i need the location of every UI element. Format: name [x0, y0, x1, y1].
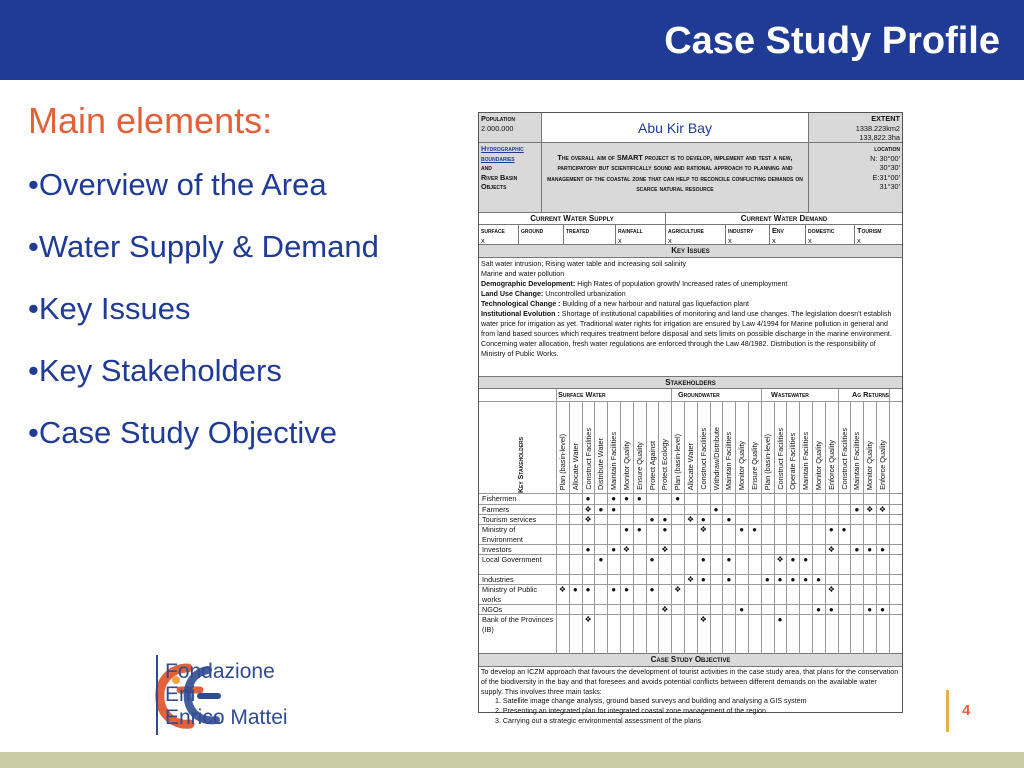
demand-col — [770, 225, 806, 244]
filled-dot-icon: ● — [624, 585, 629, 594]
issue-text: Shortage of institutional capabilities of monitoring and land use changes. The legislation doesn't establish water price for irrigation as yet. Traditional water rights for irrigation are ensured by Law 4/1994 for Marine pollution in general and from land based sources which requires treatment before disposal and sets limits on possible discharge in the marine environment. Concerning water allocation, fresh water regulations are enforced through the Law 48/1982. Distribution is the responsibility of Ministry of Public Works. — [481, 310, 892, 358]
filled-dot-icon: ● — [636, 525, 642, 534]
location-value: 30°30' — [879, 163, 900, 173]
stakeholder-column-header: Monitor Quality — [865, 440, 875, 490]
filled-dot-icon: ● — [867, 545, 873, 554]
filled-dot-icon: ● — [611, 494, 617, 503]
boundaries-text: and — [481, 163, 492, 173]
filled-dot-icon: ● — [636, 494, 642, 503]
stakeholder-column-header: Protect Ecology — [660, 438, 670, 490]
filled-dot-icon: ● — [816, 605, 821, 614]
filled-dot-icon: ● — [611, 505, 617, 514]
supply-col — [616, 225, 666, 244]
stakeholder-column-header: Operate Facilities — [788, 433, 798, 490]
supply-col — [479, 225, 519, 244]
filled-dot-icon: ● — [739, 525, 745, 534]
stakeholder-column-header: Construct Facilities — [698, 428, 708, 490]
stakeholder-column-header: Monitor Quality — [737, 440, 747, 490]
location-cell — [809, 143, 902, 212]
stakeholder-column-header: Monitor Quality — [622, 440, 631, 490]
stakeholder-column-header: Distribute Water — [596, 437, 606, 490]
issue-label: Technological Change : — [481, 300, 561, 308]
extent-value: 133,822.3ha — [859, 133, 900, 142]
bullet-item: •Key Issues — [28, 291, 191, 326]
profile-row-header — [479, 113, 902, 143]
demand-col-name: Env — [772, 226, 784, 235]
filled-dot-icon: ● — [649, 585, 655, 594]
stakeholder-column-header: Monitor Quality — [814, 440, 823, 490]
objective-text-block — [479, 667, 902, 725]
issue-line: Salt water intrusion; Rising water table and increasing soil salinity — [481, 260, 687, 268]
group-surface-water: Surface Water — [558, 390, 606, 399]
stakeholder-name: Tourism services — [482, 515, 537, 524]
objective-task: 3. Carrying out a strategic environmental assessment of the plans — [495, 716, 702, 725]
stakeholder-name: Industries — [482, 575, 514, 584]
group-ag-returns: Ag Returns — [852, 390, 890, 399]
matrix-line — [710, 401, 711, 654]
filled-dot-icon: ● — [867, 605, 873, 614]
bullet-list — [28, 160, 379, 470]
demand-col-mark: x — [857, 235, 861, 244]
diamond-cross-icon: ❖ — [776, 555, 784, 564]
demand-col — [666, 225, 726, 244]
logo-line-3: Enrico Mattei — [165, 706, 288, 729]
filled-dot-icon: ● — [662, 515, 668, 524]
stakeholder-column-header: Plan (basin-level) — [558, 433, 567, 490]
water-columns-row — [479, 225, 902, 245]
filled-dot-icon: ● — [598, 555, 604, 564]
stakeholder-column-header: Plan (basin-level) — [673, 433, 683, 490]
bullet-item: •Overview of the Area — [28, 167, 327, 202]
stakeholder-column-header: Maintain Facilities — [852, 432, 862, 490]
filled-dot-icon: ● — [880, 545, 885, 554]
stakeholder-column-header: Construct Facilities — [775, 428, 785, 490]
objective-text: To develop an ICZM approach that favours the development of tourist activities in the case study area, that plans for the conservation of the biodiversity in the bay and that foresees and avoids potential conflicts between different demands on the available water supply. This involves three main tasks: — [481, 668, 899, 696]
stakeholder-column-header: Allocate Water — [570, 442, 580, 490]
stakeholder-name: Investors — [482, 545, 512, 554]
filled-dot-icon: ● — [700, 555, 706, 564]
filled-dot-icon: ● — [649, 555, 655, 564]
demand-col-name: domestic — [808, 226, 835, 235]
demand-col — [806, 225, 855, 244]
stakeholder-name: Farmers — [482, 505, 510, 514]
filled-dot-icon: ● — [790, 575, 796, 584]
population-label: Population — [481, 114, 515, 123]
footer-band — [0, 752, 1024, 768]
bullet-item: •Key Stakeholders — [28, 353, 282, 388]
site-name: Abu Kir Bay — [638, 120, 712, 136]
page-number: 4 — [962, 702, 971, 719]
matrix-line — [812, 401, 813, 654]
filled-dot-icon: ● — [777, 615, 783, 624]
logo-line-1: Fondazione — [165, 660, 275, 683]
diamond-cross-icon: ❖ — [699, 525, 707, 534]
filled-dot-icon: ● — [726, 575, 732, 584]
issue-text: Building of a new harbour and natural gas liquefaction plant — [560, 300, 749, 308]
stakeholder-column-header: Ensure Quality — [750, 442, 759, 490]
extent-cell — [809, 113, 902, 142]
filled-dot-icon: ● — [854, 505, 860, 514]
stakeholder-column-header: Construct Facilities — [583, 428, 593, 490]
bullet-item: •Case Study Objective — [28, 415, 337, 450]
stakeholder-matrix — [479, 389, 902, 654]
location-label: location — [874, 144, 900, 153]
filled-dot-icon: ● — [880, 605, 885, 614]
stakeholder-name: Ministry of Environment — [482, 525, 523, 544]
main-elements-heading: Main elements: — [28, 100, 273, 141]
logo-line-2: Eni — [165, 683, 196, 706]
stakeholder-name: NGOs — [482, 605, 503, 614]
location-value: E:31°00' — [872, 172, 900, 182]
stakeholder-name: Local Government — [482, 555, 542, 564]
issue-land-use — [481, 289, 900, 299]
diamond-cross-icon: ❖ — [686, 515, 695, 524]
slide-title: Case Study Profile — [664, 20, 1000, 62]
filled-dot-icon: ● — [662, 525, 668, 534]
bullet-item: •Water Supply & Demand — [28, 229, 379, 264]
location-value: 31°30' — [879, 182, 900, 192]
boundaries-text: River Basin — [481, 172, 518, 182]
diamond-cross-icon: ❖ — [584, 505, 592, 514]
issue-text: High Rates of population growth/ Increased rates of unemployment — [575, 280, 788, 288]
filled-dot-icon: ● — [624, 525, 629, 534]
aim-text: The overall aim of SMART project is to develop, implement and test a new, participatory but scientifically sound and rational approach to planning and management of the coastal zone that can help to reconcile conflicting demands on scarce natural resource — [542, 143, 809, 212]
objective-task: 2. Presenting an integrated plan for integrated coastal zone management of the region — [495, 707, 766, 716]
boundaries-link[interactable]: boundaries — [481, 153, 515, 163]
issue-line: Marine and water pollution — [481, 270, 565, 278]
key-issues-text — [479, 258, 902, 377]
filled-dot-icon: ● — [572, 585, 578, 594]
matrix-line — [646, 401, 647, 654]
filled-dot-icon: ● — [764, 575, 770, 584]
stakeholder-column-header: Withdraw/Distribute — [711, 426, 721, 490]
issue-technological — [481, 299, 900, 309]
location-value: N: 30°00' — [870, 153, 900, 163]
filled-dot-icon: ● — [598, 505, 604, 514]
filled-dot-icon: ● — [611, 545, 617, 554]
key-stakeholders-label: Key Stakeholders — [518, 436, 525, 493]
supply-col — [564, 225, 616, 244]
filled-dot-icon: ● — [803, 555, 809, 564]
stakeholder-column-header: Construct Facilities — [839, 428, 849, 490]
key-issues-title: Key Issues — [479, 245, 902, 258]
diamond-cross-icon: ❖ — [661, 545, 669, 554]
demand-col-name: agriculture — [668, 226, 705, 235]
filled-dot-icon: ● — [777, 575, 783, 584]
population-value: 2.000.000 — [481, 123, 514, 133]
stakeholder-column-header: Plan (basin-level) — [762, 433, 772, 490]
matrix-line — [876, 401, 877, 654]
filled-dot-icon: ● — [752, 525, 757, 534]
diamond-cross-icon: ❖ — [699, 615, 707, 624]
demand-col — [726, 225, 770, 244]
issue-institutional — [481, 309, 900, 359]
filled-dot-icon: ● — [585, 585, 591, 594]
filled-dot-icon: ● — [649, 515, 655, 524]
diamond-cross-icon: ❖ — [584, 515, 592, 524]
supply-col-name: treated — [566, 226, 590, 235]
filled-dot-icon: ● — [585, 545, 591, 554]
stakeholder-column-header: Maintain Facilities — [724, 432, 734, 490]
diamond-cross-icon: ❖ — [661, 605, 669, 614]
stakeholder-column-header: Protect Against — [647, 440, 657, 490]
demand-col-mark: x — [772, 235, 776, 244]
supply-col-mark: x — [481, 235, 485, 244]
filled-dot-icon: ● — [700, 515, 706, 524]
stakeholder-column-header: Ensure Quality — [634, 442, 644, 490]
stakeholder-name: Fishermen — [482, 494, 517, 503]
filled-dot-icon: ● — [841, 525, 847, 534]
filled-dot-icon: ● — [803, 575, 809, 584]
stakeholder-column-header: Allocate Water — [686, 442, 695, 490]
diamond-cross-icon: ❖ — [866, 505, 874, 514]
issue-text: Uncontrolled urbanization — [543, 290, 626, 298]
filled-dot-icon: ● — [726, 515, 732, 524]
demand-col-mark: x — [728, 235, 732, 244]
filled-dot-icon: ● — [739, 605, 745, 614]
stakeholder-column-header: Enforce Quality — [826, 440, 836, 490]
diamond-cross-icon: ❖ — [827, 545, 835, 554]
profile-row-aim — [479, 143, 902, 213]
filled-dot-icon: ● — [675, 494, 681, 503]
site-name-cell — [542, 113, 809, 142]
filled-dot-icon: ● — [854, 545, 860, 554]
objective-task: 1. Satellite image change analysis, ground based surveys and building and analysing a GIS system — [495, 697, 807, 706]
demand-col-name: Tourism — [857, 226, 882, 235]
supply-col-mark: x — [618, 235, 622, 244]
group-groundwater: Groundwater — [678, 390, 720, 399]
stakeholder-column-header: Maintain Facilities — [609, 432, 619, 490]
filled-dot-icon: ● — [828, 525, 834, 534]
boundaries-cell — [479, 143, 542, 212]
issue-demographic — [481, 279, 900, 289]
filled-dot-icon: ● — [624, 494, 629, 503]
title-bar — [0, 0, 1024, 80]
supply-col-name: ground — [521, 226, 544, 235]
boundaries-text: Objects — [481, 182, 507, 192]
stakeholder-name: Bank of the Provinces (IB) — [482, 615, 553, 634]
case-study-profile-table — [478, 112, 903, 725]
filled-dot-icon: ● — [828, 605, 834, 614]
extent-value: 1338.223km2 — [855, 123, 900, 133]
page-number-divider — [946, 690, 949, 732]
water-titles-row — [479, 213, 902, 225]
filled-dot-icon: ● — [816, 575, 821, 584]
group-wastewater: Wastewater — [771, 390, 809, 399]
demand-title: Current Water Demand — [740, 214, 828, 223]
logo-text — [165, 660, 288, 729]
diamond-cross-icon: ❖ — [686, 575, 695, 584]
filled-dot-icon: ● — [700, 575, 706, 584]
objective-title: Case Study Objective — [479, 654, 902, 667]
filled-dot-icon: ● — [713, 505, 719, 514]
demand-col-mark: x — [808, 235, 812, 244]
stakeholder-name: Ministry of Public works — [482, 585, 538, 604]
diamond-cross-icon: ❖ — [622, 545, 631, 554]
filled-dot-icon: ● — [585, 494, 591, 503]
diamond-cross-icon: ❖ — [674, 585, 682, 594]
diamond-cross-icon: ❖ — [878, 505, 887, 514]
extent-label: EXTENT — [871, 114, 900, 123]
filled-dot-icon: ● — [726, 555, 732, 564]
supply-col — [519, 225, 564, 244]
diamond-cross-icon: ❖ — [558, 585, 567, 594]
matrix-line — [569, 401, 570, 654]
boundaries-link[interactable]: Hydrographic — [481, 144, 524, 153]
matrix-line — [684, 401, 685, 654]
demand-col-name: industry — [728, 226, 754, 235]
matrix-line — [863, 401, 864, 654]
issue-label: Institutional Evolution : — [481, 310, 560, 318]
population-cell — [479, 113, 542, 142]
logo-divider — [156, 655, 158, 735]
diamond-cross-icon: ❖ — [827, 585, 835, 594]
demand-col — [855, 225, 902, 244]
supply-title: Current Water Supply — [479, 213, 666, 224]
stakeholders-title: Stakeholders — [479, 377, 902, 389]
supply-col-name: rainfall — [618, 226, 643, 235]
demand-col-mark: x — [668, 235, 672, 244]
issue-label: Land Use Change: — [481, 290, 544, 298]
stakeholder-column-header: Enforce Quality — [878, 440, 887, 490]
stakeholder-column-header: Maintain Facilities — [801, 432, 811, 490]
issue-label: Demographic Development: — [481, 280, 576, 288]
diamond-cross-icon: ❖ — [584, 615, 592, 624]
filled-dot-icon: ● — [790, 555, 796, 564]
supply-col-name: surface — [481, 226, 505, 235]
filled-dot-icon: ● — [611, 585, 617, 594]
